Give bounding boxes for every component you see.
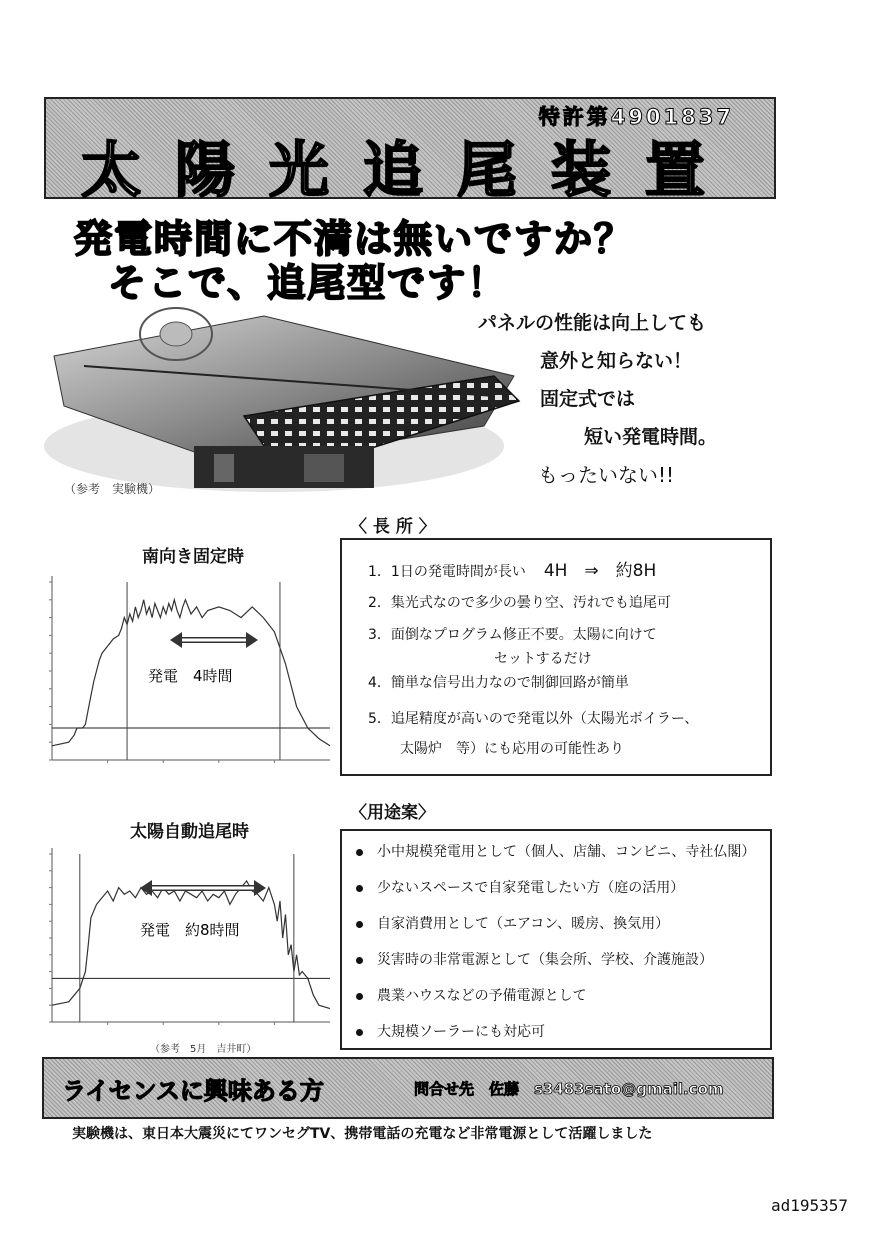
message-line1: パネルの性能は向上しても — [478, 312, 707, 334]
title-banner — [44, 97, 776, 206]
bullet-icon — [356, 957, 363, 964]
license-label: ライセンスに興味ある方 — [62, 1077, 324, 1105]
uses-heading: 〈用途案〉 — [350, 803, 435, 823]
chart2-annotation: 発電 約8時間 — [140, 921, 240, 939]
use-item-6-text: 大規模ソーラーにも対応可 — [377, 1024, 545, 1040]
message-line4: 短い発電時間。 — [584, 426, 718, 448]
use-item-1-text: 小中規模発電用として（個人、店舗、コンビニ、寺社仏閣） — [377, 844, 756, 860]
advantages-box — [340, 538, 772, 776]
bullet-icon — [356, 1029, 363, 1036]
chart2 — [30, 846, 340, 1032]
chart2-caption: （参考 5月 吉井町） — [150, 1044, 257, 1055]
advantage-item-1-text: 1．1日の発電時間が長い — [368, 564, 526, 580]
headline-line2: そこで、追尾型です！ — [108, 261, 508, 305]
message-line5: もったいない!! — [538, 463, 675, 487]
patent-number: 特許第4901837 — [538, 105, 734, 129]
advantage-item-5-cont: 太陽炉 等）にも応用の可能性あり — [400, 741, 624, 757]
uses-box — [340, 829, 772, 1050]
headline-line1: 発電時間に不満は無いですか？ — [74, 217, 635, 261]
chart2-title: 太陽自動追尾時 — [130, 822, 249, 842]
use-item-1 — [356, 841, 755, 861]
use-item-5 — [356, 985, 587, 1005]
bullet-icon — [356, 885, 363, 892]
contact-info: 問合せ先 佐藤 s3483sato@gmail.com — [414, 1080, 724, 1098]
chart1-annotation: 発電 4時間 — [148, 667, 233, 685]
chart1-title: 南向き固定時 — [142, 547, 244, 567]
advantages-heading: 〈 長 所 〉 — [350, 517, 436, 537]
page-title: 太陽光追尾装置 — [81, 136, 739, 206]
chart2-series-line — [52, 881, 330, 1009]
chart1 — [30, 572, 340, 778]
use-item-4-text: 災害時の非常電源として（集会所、学校、介護施設） — [377, 952, 713, 968]
chart1-arrow — [170, 632, 258, 648]
advantage-item-3-cont: セットするだけ — [494, 651, 592, 667]
bullet-icon — [356, 849, 363, 856]
photo-caption: （参考 実験機） — [64, 482, 161, 496]
use-item-2 — [356, 877, 684, 897]
use-item-2-text: 少ないスペースで自家発電したい方（庭の活用） — [377, 880, 685, 896]
advantage-item-5: 5．追尾精度が高いので発電以外（太陽光ボイラー、 — [368, 711, 699, 727]
use-item-3 — [356, 913, 669, 933]
license-bar — [42, 1057, 774, 1119]
use-item-3-text: 自家消費用として（エアコン、暖房、換気用） — [377, 916, 670, 932]
bullet-icon — [356, 921, 363, 928]
document-id: ad195357 — [770, 1196, 848, 1215]
use-item-6 — [356, 1021, 545, 1041]
use-item-5-text: 農業ハウスなどの予備電源として — [377, 988, 587, 1004]
footer-note: 実験機は、東日本大震災にてワンセグTV、携帯電話の充電など非常電源として活躍しました — [72, 1126, 653, 1142]
advantage-item-1 — [368, 556, 656, 581]
advantage-item-3: 3．面倒なプログラム修正不要。太陽に向けて — [368, 627, 657, 643]
use-item-4 — [356, 949, 713, 969]
advantage-item-4: 4．簡単な信号出力なので制御回路が簡単 — [368, 675, 629, 691]
message-line2: 意外と知らない！ — [540, 350, 693, 372]
bullet-icon — [356, 993, 363, 1000]
advantage-item-2: 2．集光式なので多少の曇り空、汚れでも追尾可 — [368, 595, 671, 611]
device-photo — [44, 296, 524, 498]
advantage-item-1-extra: 4H ⇒ 約8H — [543, 561, 657, 581]
message-line3: 固定式では — [540, 388, 636, 410]
